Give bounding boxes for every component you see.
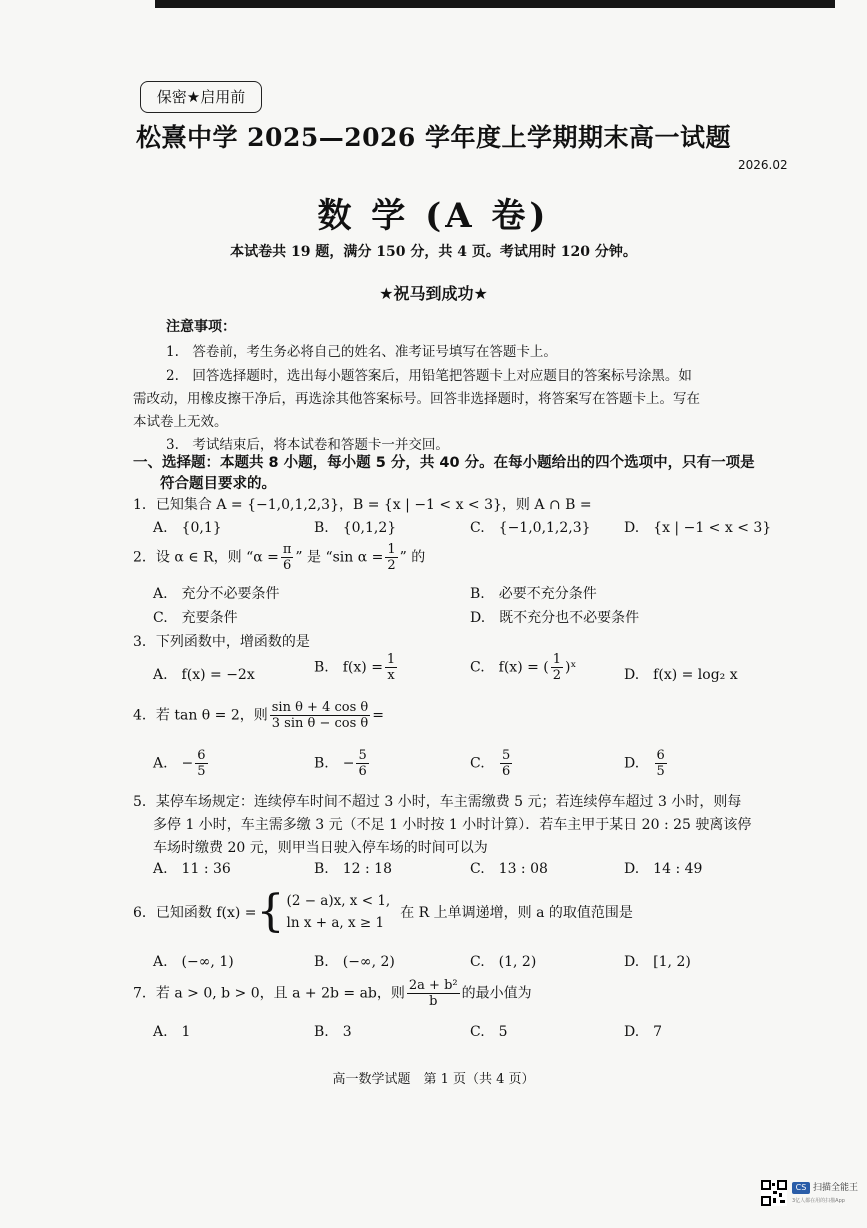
q4-b-num: 5 [358,748,367,763]
q2-option-a: A. 充分不必要条件 [153,586,280,602]
q4-a-fraction [195,748,207,779]
q3-b-fraction [385,652,397,683]
q7-denominator: b [429,994,438,1009]
q4-d-fraction [655,748,667,779]
q4-b-fraction [356,748,368,779]
q4-a-num: 6 [197,748,206,763]
q6-option-b: B. (−∞, 2) [314,954,395,970]
exam-description: 本试卷共 19 题，满分 150 分，共 4 页。考试用时 120 分钟。 [230,244,637,260]
q2-option-b: B. 必要不充分条件 [470,586,597,602]
question-1-stem: 1．已知集合 A = {−1,0,1,2,3}，B = {x | −1 < x < 3}，则 A ∩ B = [133,497,592,513]
q4-a-den: 5 [197,764,206,779]
question-7-stem [133,978,532,1009]
q4-denominator: 3 sin θ − cos θ [271,716,369,731]
scan-edge [155,0,835,8]
confidential-stamp: 保密★启用前 [140,81,262,113]
question-5-line-3: 车场时缴费 20 元，则甲当日驶入停车场的时间可以为 [153,840,488,856]
q7-text-post: 的最小值为 [461,985,532,1002]
q4-text-pre: 4．若 tan θ = 2，则 [133,707,268,724]
q6-text-pre: 6．已知函数 f(x) = [133,905,257,921]
scanner-tagline: 3亿人都在用的扫描App [792,1198,845,1204]
q7-option-a: A. 1 [153,1024,191,1040]
q4-a-pre: A. − [153,755,194,772]
q6-case-1: (2 − a)x, x < 1, [286,893,391,909]
qr-code-icon [761,1180,787,1206]
q3-c-post: )ˣ [565,659,577,676]
question-5-line-1: 5．某停车场规定：连续停车时间不超过 3 小时，车主需缴费 5 元；若连续停车超过 3 小时，则每 [133,794,742,810]
q7-numerator: 2a + b² [408,978,458,993]
q5-option-c: C. 13 : 08 [470,861,548,877]
q2-frac2-den: 2 [387,558,396,573]
q1-option-b: B. {0,1,2} [314,520,397,536]
q4-option-d [624,748,669,779]
q6-option-d: D. [1, 2) [624,954,691,970]
q7-fraction [407,978,460,1009]
q2-fraction-pi-6 [281,542,294,573]
q3-option-d: D. f(x) = log₂ x [624,667,738,683]
notice-item-1: 1. 答卷前，考生务必将自己的姓名、准考证号填写在答题卡上。 [166,344,557,360]
q5-option-b: B. 12 : 18 [314,861,392,877]
exam-date: 2026.02 [738,158,788,172]
q7-option-d: D. 7 [624,1024,663,1040]
page-footer: 高一数学试题 第 1 页（共 4 页） [332,1072,535,1087]
question-6-stem [133,886,633,937]
q6-text-post: 在 R 上单调递增，则 a 的取值范围是 [400,905,633,921]
q5-option-d: D. 14 : 49 [624,861,703,877]
q3-option-a: A. f(x) = −2x [153,667,255,683]
question-5-line-2: 多停 1 小时，车主需多缴 3 元（不足 1 小时按 1 小时计算）．若车主甲于某日 20 : 25 驶离该停 [153,817,752,833]
q2-option-d: D. 既不充分也不必要条件 [470,610,640,626]
q4-option-c [470,748,514,779]
notice-item-3: 3. 考试结束后，将本试卷和答题卡一并交回。 [166,437,449,453]
question-4-stem [133,700,384,731]
question-3-stem: 3．下列函数中，增函数的是 [133,634,310,650]
scanner-logo-icon [792,1182,810,1194]
q4-c-den: 6 [502,764,511,779]
q3-option-b [314,652,399,683]
q4-c-num: 5 [502,748,511,763]
q4-d-num: 6 [656,748,665,763]
q2-text-pre: 2．设 α ∈ R，则 “α = [133,549,279,566]
q3-c-fraction [551,652,563,683]
exam-title: 松熹中学 2025—2026 学年度上学期期末高一试题 [135,123,732,152]
notice-item-2-cont: 需改动，用橡皮擦干净后，再选涂其他答案标号。回答非选择题时，将答案写在答题卡上。写在 [133,391,700,407]
question-2-stem [133,542,425,573]
notice-item-2: 2. 回答选择题时，选出每小题答案后，用铅笔把答题卡上对应题目的答案标号涂黑。如 [166,368,692,384]
q3-b-den: x [387,668,395,683]
q4-b-pre: B. − [314,755,355,772]
scanner-badge-text: CS [795,1183,807,1192]
q5-option-a: A. 11 : 36 [153,861,231,877]
q3-c-num: 1 [552,652,562,667]
q4-numerator: sin θ + 4 cos θ [271,700,369,715]
q3-c-den: 2 [552,668,562,683]
q4-c-pre: C. [470,755,485,772]
q6-piecewise [287,890,391,934]
notice-item-2-end: 本试卷上无效。 [133,414,228,430]
q6-case-2: ln x + a, x ≥ 1 [286,915,385,931]
slogan: ★祝马到成功★ [379,284,488,303]
q2-text-post: ” 的 [399,549,426,566]
scanner-app-name: 扫描全能王 [813,1183,859,1193]
q2-frac1-num: π [282,542,292,557]
q6-option-c: C. (1, 2) [470,954,537,970]
q7-option-b: B. 3 [314,1024,352,1040]
q3-option-c [470,652,576,683]
q2-frac2-num: 1 [387,542,396,557]
subject-title: 数 学 (A 卷) [317,196,550,236]
q4-text-post: = [372,707,384,724]
q3-b-pre: B. f(x) = [314,659,383,676]
q4-fraction [270,700,370,731]
q2-text-mid: ” 是 “sin α = [295,549,384,566]
q4-b-den: 6 [358,764,367,779]
q7-text-pre: 7．若 a > 0, b > 0，且 a + 2b = ab，则 [133,985,405,1002]
q1-option-c: C. {−1,0,1,2,3} [470,520,591,536]
section-heading-cont: 符合题目要求的。 [160,476,276,492]
notice-heading: 注意事项： [166,319,236,335]
q7-option-c: C. 5 [470,1024,508,1040]
q4-option-b [314,748,371,779]
brace-symbol: { [256,886,285,937]
q4-c-fraction [500,748,512,779]
q2-option-c: C. 充要条件 [153,610,238,626]
q3-c-pre: C. f(x) = ( [470,659,549,676]
q3-b-num: 1 [386,652,396,667]
q2-fraction-1-2 [385,542,397,573]
q4-option-a [153,748,210,779]
q6-option-a: A. (−∞, 1) [153,954,234,970]
q4-d-den: 5 [656,764,665,779]
q2-frac1-den: 6 [282,558,292,573]
section-heading: 一、选择题：本题共 8 小题，每小题 5 分，共 40 分。在每小题给出的四个选项中，只有一项是 [133,455,755,471]
q1-option-a: A. {0,1} [153,520,222,536]
q1-option-d: D. {x | −1 < x < 3} [624,520,772,536]
q4-d-pre: D. [624,755,640,772]
